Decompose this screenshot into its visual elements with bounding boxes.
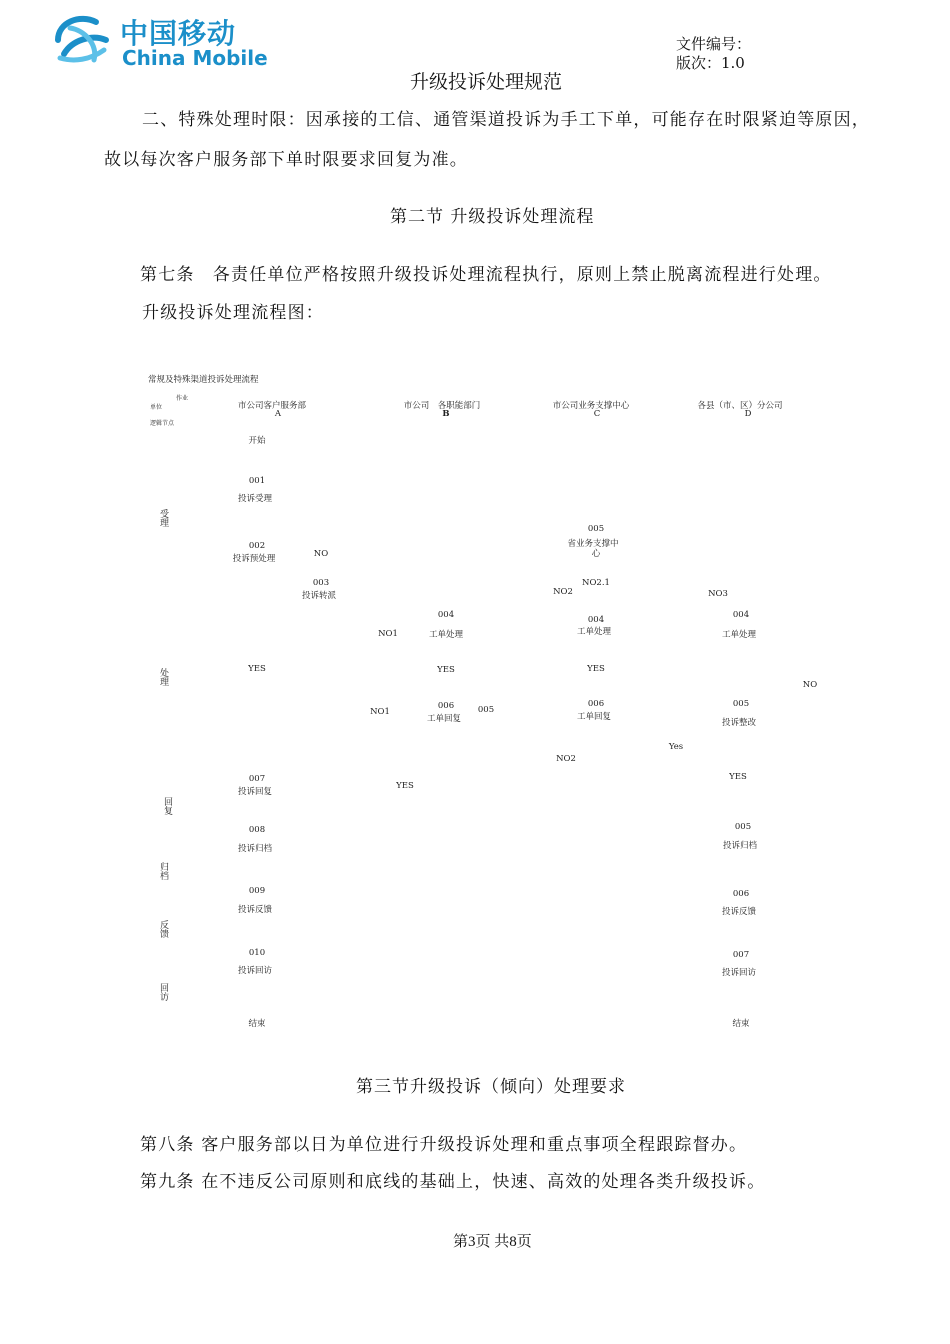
node-a001-label: 投诉受理 (237, 494, 273, 504)
article-8: 第八条 客户服务部以日为单位进行升级投诉处理和重点事项全程跟踪督办。 (140, 1135, 748, 1155)
node-b005-code: 005 (477, 705, 495, 715)
paragraph-time-limit-line2: 故以每次客户服务部下单时限要求回复为准。 (104, 150, 468, 170)
node-d007-code: 007 (732, 950, 750, 960)
node-d007-label: 投诉回访 (721, 968, 757, 978)
branch-yes-b: YES (437, 665, 455, 675)
stage-label-feedback: 反馈 (158, 920, 168, 938)
column-letter-c: C (593, 409, 601, 419)
node-d005b-code: 005 (734, 822, 752, 832)
node-b006-code: 006 (437, 701, 455, 711)
stage-label-process: 处理 (158, 668, 168, 686)
section-2-title: 第二节 升级投诉处理流程 (390, 207, 595, 227)
node-a009-label: 投诉反馈 (237, 905, 273, 915)
node-b006-label: 工单回复 (426, 714, 462, 724)
node-b004-label: 工单处理 (428, 630, 464, 640)
logo-chinese-text: 中国移动 (120, 17, 237, 50)
article-7: 第七条 各责任单位严格按照升级投诉处理流程执行，原则上禁止脱离流程进行处理。 (140, 265, 832, 285)
corner-label-top: 作业 (176, 395, 189, 402)
logo-english-text: China Mobile (122, 46, 268, 70)
column-letter-b: B (442, 409, 450, 419)
column-header-b: 市公司 各职能部门 (403, 401, 481, 411)
corner-label-mid: 单位 (150, 404, 163, 411)
column-header-a: 市公司客户服务部 (237, 401, 307, 411)
stage-label-revisit: 回访 (158, 983, 168, 1001)
version-label: 版次：1.0 (676, 54, 745, 72)
stage-label-accept: 受理 (158, 509, 168, 527)
branch-no2-b: NO2 (556, 754, 576, 764)
branch-no-d: NO (802, 680, 818, 690)
branch-no2-1: NO2.1 (582, 578, 610, 588)
page-number: 第3页 共8页 (453, 1234, 532, 1250)
node-d005-label: 投诉整改 (721, 718, 757, 728)
node-c004-label: 工单处理 (576, 627, 612, 637)
article-9: 第九条 在不违反公司原则和底线的基础上，快速、高效的处理各类升级投诉。 (140, 1172, 766, 1192)
column-letter-d: D (744, 409, 752, 419)
stage-label-archive: 归档 (158, 862, 168, 880)
branch-no1-b-2: NO1 (370, 707, 390, 717)
node-c006-label: 工单回复 (576, 712, 612, 722)
node-c005-label-line2: 心 (591, 549, 601, 559)
node-c006-code: 006 (587, 699, 605, 709)
node-end-d: 结束 (732, 1019, 750, 1029)
branch-no-a: NO (313, 549, 329, 559)
node-a002-code: 002 (248, 541, 266, 551)
node-c005-label-line1: 省业务支撑中 (567, 539, 619, 549)
node-a008-label: 投诉归档 (237, 844, 273, 854)
node-c005-code: 005 (587, 524, 605, 534)
corner-label-bottom: 逻辑节点 (150, 420, 175, 427)
node-b004-code: 004 (437, 610, 455, 620)
node-d006-code: 006 (732, 889, 750, 899)
branch-yes-c: YES (587, 664, 605, 674)
node-c004-code: 004 (587, 615, 605, 625)
branch-yes-mixed: Yes (668, 742, 684, 752)
node-a010-label: 投诉回访 (237, 966, 273, 976)
node-a007-code: 007 (248, 774, 266, 784)
node-a003-code: 003 (312, 578, 330, 588)
column-header-d: 各县（市、区）分公司 (697, 401, 783, 411)
node-a007-label: 投诉回复 (237, 787, 273, 797)
branch-yes-a: YES (248, 664, 266, 674)
node-a010-code: 010 (248, 948, 266, 958)
node-a009-code: 009 (248, 886, 266, 896)
stage-label-reply: 回复 (162, 797, 172, 815)
node-a002-label: 投诉预处理 (232, 554, 276, 564)
column-letter-a: A (274, 409, 282, 419)
node-d006-label: 投诉反馈 (721, 907, 757, 917)
node-a001-code: 001 (248, 476, 266, 486)
branch-yes-b-2: YES (396, 781, 414, 791)
node-start: 开始 (248, 436, 266, 446)
section-3-title: 第三节升级投诉（倾向）处理要求 (356, 1077, 626, 1097)
node-d004-label: 工单处理 (721, 630, 757, 640)
document-title: 升级投诉处理规范 (410, 71, 563, 93)
column-header-c: 市公司业务支撑中心 (552, 401, 630, 411)
node-end-a: 结束 (248, 1019, 266, 1029)
node-d005-code: 005 (732, 699, 750, 709)
flowchart-title: 常规及特殊渠道投诉处理流程 (148, 375, 259, 385)
paragraph-time-limit-line1: 二、特殊处理时限：因承接的工信、通管渠道投诉为手工下单，可能存在时限紧迫等原因， (142, 110, 870, 130)
node-a008-code: 008 (248, 825, 266, 835)
branch-no3: NO3 (708, 589, 728, 599)
branch-no2-c: NO2 (553, 587, 573, 597)
node-d005b-label: 投诉归档 (722, 841, 758, 851)
branch-no1-b: NO1 (378, 629, 398, 639)
node-a003-label: 投诉转派 (301, 591, 337, 601)
node-d004-code: 004 (732, 610, 750, 620)
branch-yes-d: YES (729, 772, 747, 782)
flowchart-caption: 升级投诉处理流程图： (142, 303, 324, 323)
china-mobile-logo-icon (50, 10, 114, 68)
file-number-label: 文件编号： (676, 35, 752, 53)
